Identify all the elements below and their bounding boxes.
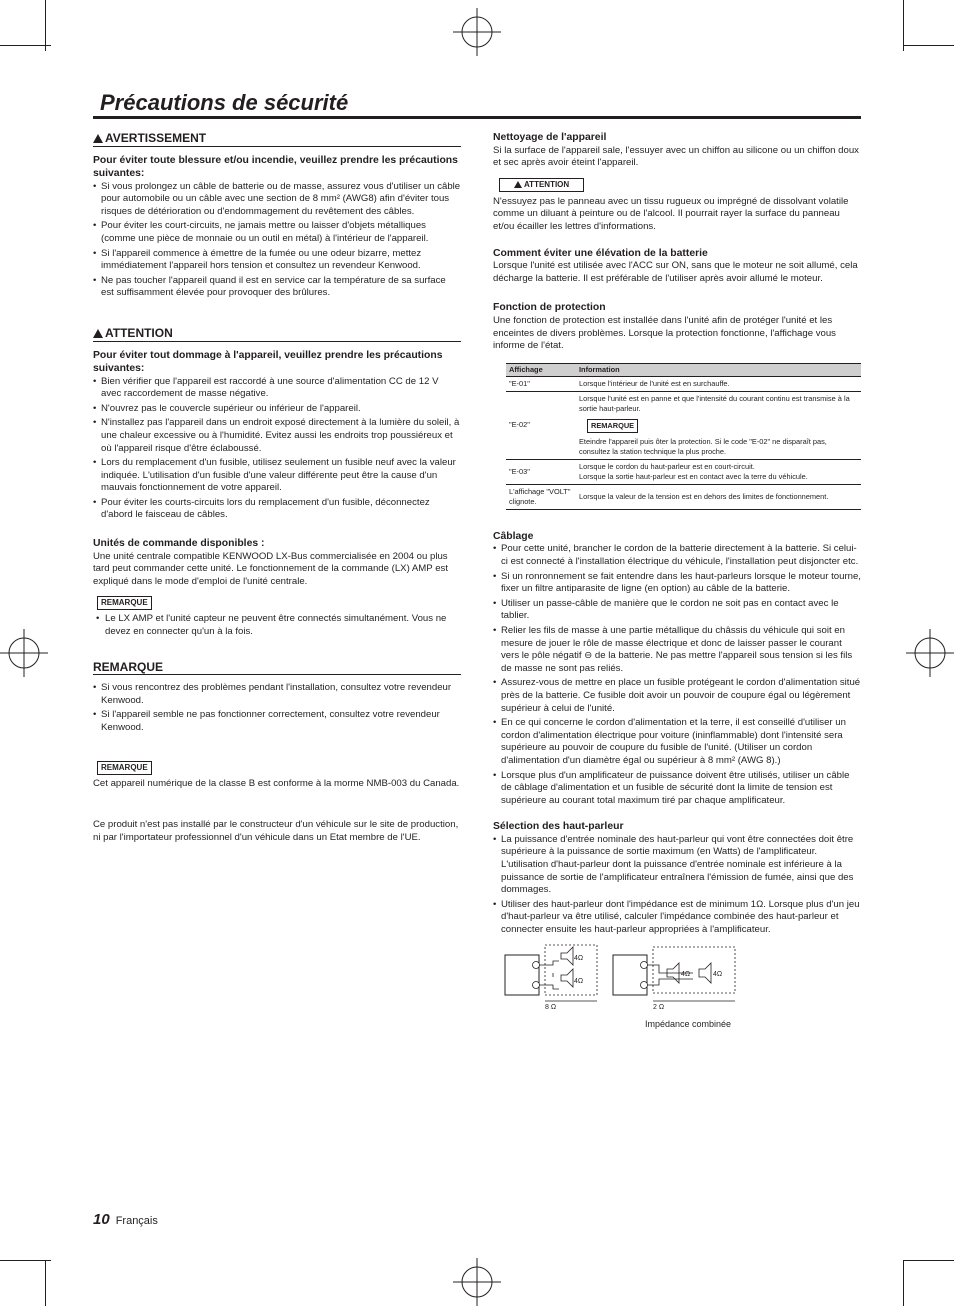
crop-mark — [903, 1260, 904, 1306]
list-item: • Ne pas toucher l'appareil quand il est en service car la température de sa surface est suffisamment élevée pour provoquer des brûlures. — [93, 275, 461, 300]
list-item: • Pour éviter les courts-circuits lors du remplacement d'un fusible, déconnectez d'abord le faisceau de câbles. — [93, 497, 461, 522]
protection-title: Fonction de protection — [493, 302, 606, 314]
table-header-row — [506, 363, 861, 376]
cabling-list — [493, 543, 861, 807]
impedance-diagram — [493, 943, 861, 1031]
units-title: Unités de commande disponibles : — [93, 538, 265, 550]
table-cell-text: Lorsque l'unité est en panne et que l'intensité du courant continu est transmise à la sortie haut-parleur. — [579, 393, 850, 413]
eu-text: Ce produit n'est pas installé par le constructeur d'un véhicule sur le site de production, ni par l'importateur professionnel d'un véhicule dans un Etat membre de l'UE. — [93, 819, 459, 843]
attention-tag-label: ATTENTION — [524, 179, 570, 189]
speaker-list — [493, 834, 861, 937]
list-item: • Lorsque plus d'un amplificateur de puissance doivent être utilisés, utiliser un câble de câblage d'alimentation et un fusible de sécurité dont la limite de tension est supérieure au courant total maximum tiré par chaque amplificateur. — [493, 770, 861, 808]
list-item: • Le LX AMP et l'unité capteur ne peuvent être connectés simultanément. Vous ne devez en connecter qu'un à la fois. — [93, 613, 461, 638]
list-item: • Pour éviter les court-circuits, ne jamais mettre ou laisser d'objets métalliques (comme une pièce de monnaie ou un outil en métal) à l'intérieur de l'appareil. — [93, 220, 461, 245]
remarque-tag: REMARQUE — [97, 596, 152, 610]
remarque-list — [93, 682, 461, 734]
attention-intro: Pour éviter tout dommage à l'appareil, veuillez prendre les précautions suivantes: — [93, 349, 443, 374]
cleaning-title: Nettoyage de l'appareil — [493, 132, 607, 143]
table-row — [506, 391, 861, 459]
list-item: • N'ouvrez pas le couvercle supérieur ou inférieur de l'appareil. — [93, 403, 461, 416]
table-row — [506, 484, 861, 509]
remarque-heading — [93, 661, 461, 676]
table-row — [506, 459, 861, 484]
list-item: • Assurez-vous de mettre en place un fusible protégeant le cordon d'alimentation situé près de la batterie. Ce fusible doit avoir un pouvoir de coupure égal ou légèrement supérieur à celui de l'unité. — [493, 677, 861, 715]
warning-title: AVERTISSEMENT — [105, 131, 207, 145]
list-item: • En ce qui concerne le cordon d'alimentation et la terre, il est conseillé d'utiliser un cordon d'alimentation électrique pour voiture (ininflammable) dont l'intensité sera supérieure au pouvoir de coupure du fusible de l'unité. (Utiliser un cordon d'alimentation d'un diamètre égal ou supérieur à 8 mm² (AWG 8).) — [493, 717, 861, 767]
table-cell: "E-02" — [506, 391, 576, 459]
remarque-title: REMARQUE — [93, 659, 164, 674]
diagram-label: 2 Ω — [653, 1003, 665, 1011]
page-title: Précautions de sécurité — [100, 90, 349, 115]
table-cell: Lorsque le cordon du haut-parleur est en court-circuit. Lorsque la sortie haut-parleur est en contact avec la terre du véhicule. — [576, 459, 861, 484]
crop-mark — [45, 0, 46, 51]
list-item: • Si l'appareil semble ne pas fonctionner correctement, consultez votre revendeur Kenwood. — [93, 709, 461, 734]
table-header: Information — [576, 363, 861, 376]
battery-text: Lorsque l'unité est utilisée avec l'ACC sur ON, sans que le moteur ne soit allumé, cela décharge la batterie. Il est préférable de l'utiliser après avoir allumé le moteur. — [493, 260, 858, 284]
crop-mark — [903, 1260, 954, 1261]
page-number: 10 — [93, 1211, 110, 1228]
diagram-label: 8 Ω — [545, 1003, 557, 1011]
warning-heading — [93, 132, 461, 147]
remarque-tag: REMARQUE — [587, 419, 638, 433]
list-item: • Lors du remplacement d'un fusible, utilisez seulement un fusible neuf avec la valeur indiquée. L'utilisation d'un fusible d'une valeur différente peut être la cause d'un mauvais fonctionnement de votre appareil. — [93, 457, 461, 495]
cleaning-text: Si la surface de l'appareil sale, l'essuyer avec un chiffon au silicone ou un chiffon doux et sec après avoir éteint l'appareil. — [493, 144, 859, 169]
warning-list — [93, 181, 461, 300]
registration-mark-icon — [0, 629, 48, 677]
table-cell — [576, 391, 861, 459]
canada-text: Cet appareil numérique de la classe B est conforme à la morme NMB-003 du Canada. — [93, 777, 460, 789]
registration-mark-icon — [906, 629, 954, 677]
list-item: • N'installez pas l'appareil dans un endroit exposé directement à la lumière du soleil, à une chaleur excessive ou à l'humidité. Evitez aussi les endroits trop poussiéreux et où l'appareil risque d'être éclaboussé. — [93, 417, 461, 455]
footer-language: Français — [115, 1215, 158, 1227]
title-rule — [93, 116, 861, 119]
table-cell: Lorsque la valeur de la tension est en dehors des limites de fonctionnement. — [576, 484, 861, 509]
list-item: • Si l'appareil commence à émettre de la fumée ou une odeur bizarre, mettez immédiatement l'appareil hors tension et consultez un revendeur Kenwood. — [93, 248, 461, 273]
table-header: Affichage — [506, 363, 576, 376]
page-footer — [93, 1211, 158, 1228]
warning-triangle-icon — [514, 181, 522, 188]
list-item: • Si vous rencontrez des problèmes pendant l'installation, consultez votre revendeur Kenwood. — [93, 682, 461, 707]
attention-title: ATTENTION — [105, 325, 173, 340]
registration-mark-icon — [453, 1258, 501, 1306]
table-row — [506, 376, 861, 391]
crop-mark — [903, 0, 904, 51]
crop-mark — [903, 45, 954, 46]
diagram-caption: Impédance combinée — [645, 1018, 732, 1029]
crop-mark — [0, 45, 51, 46]
crop-mark — [0, 1260, 51, 1261]
table-cell-note: Eteindre l'appareil puis ôter la protection. Si le code "E-02" ne disparaît pas, consultez la station technique la plus proche. — [579, 436, 827, 456]
warning-intro: Pour éviter toute blessure et/ou incendie, veuillez prendre les précautions suivantes: — [93, 154, 458, 179]
list-item: • Si un ronronnement se fait entendre dans les haut-parleurs lorsque le moteur tourne, fixer un filtre antiparasite de ligne (en option) au câble de la batterie. — [493, 571, 861, 596]
list-item: • Bien vérifier que l'appareil est raccordé à une source d'alimentation CC de 12 V avec raccordement de masse négative. — [93, 376, 461, 401]
speaker-title: Sélection des haut-parleur — [493, 821, 624, 833]
attention-heading — [93, 327, 461, 342]
warning-triangle-icon — [93, 134, 103, 143]
diagram-label: 4Ω — [713, 970, 723, 978]
table-cell: "E-01" — [506, 376, 576, 391]
protection-table — [506, 363, 861, 510]
table-cell: Lorsque l'intérieur de l'unité est en surchauffe. — [576, 376, 861, 391]
registration-mark-icon — [453, 8, 501, 56]
units-text: Une unité centrale compatible KENWOOD LX-Bus commercialisée en 2004 ou plus tard peut commander cette unité. Le fonctionnement de la commande (LX) AMP est expliqué dans le mode d'emploi de l'unité centrale. — [93, 550, 448, 587]
list-item: • Pour cette unité, brancher le cordon de la batterie directement à la batterie. Si celui-ci est connecté à l'installation électrique du véhicule, l'installation peut disjoncter etc. — [493, 543, 861, 568]
crop-mark — [45, 1260, 46, 1306]
left-column — [93, 132, 461, 844]
warning-triangle-icon — [93, 329, 103, 338]
list-item: • Si vous prolongez un câble de batterie ou de masse, assurez vous d'utiliser un câble pour automobile ou un câble avec une section de 8 mm² (AWG8) afin d'éviter tous risques de détérioration ou d'endommagement du revêtement des câbles. — [93, 181, 461, 219]
list-item: • Relier les fils de masse à une partie métallique du châssis du véhicule qui soit en mesure de jouer le rôle de masse électrique et donc de laisser passer le courant vers le pôle négatif ⊖ de la batterie. Ne pas mettre l'appareil sous tension si les fils de masse ne sont pas reliés. — [493, 625, 861, 675]
remarque-tag: REMARQUE — [97, 761, 152, 775]
list-item: • Utiliser un passe-câble de manière que le cordon ne soit pas en contact avec le tablier. — [493, 598, 861, 623]
units-note-list — [93, 613, 461, 638]
list-item: • Utiliser des haut-parleur dont l'impédance est de minimum 1Ω. Lorsque plus d'un jeu d'haut-parleur va être utilisé, calculer l'impédance combinée des haut-parleur et connecter ensuite les haut-parleur appropriées à l'amplificateur. — [493, 899, 861, 937]
table-cell: "E-03" — [506, 459, 576, 484]
attention-list — [93, 376, 461, 523]
list-item: • La puissance d'entrée nominale des haut-parleur qui vont être connectées doit être supérieure à la puissance de sortie maximum (en Watts) de l'amplificateur. L'utilisation d'haut-parleur dont la puissance d'entrée nominale est inférieure à la puissance de sortie de l'amplificateur entraînera l'émission de fumée, ainsi que des dommages. — [493, 834, 861, 897]
table-cell: L'affichage "VOLT" clignote. — [506, 484, 576, 509]
diagram-label: 4Ω — [681, 970, 691, 978]
cleaning-warning: N'essuyez pas le panneau avec un tissu rugueux ou imprégné de dissolvant volatile comme un diluant à peinture ou de l'alcool. Il pourrait rayer la surface du panneau et/ou écailler les lettres d'informations. — [493, 195, 849, 233]
cabling-title: Câblage — [493, 530, 534, 542]
diagram-label: 4Ω — [574, 954, 584, 962]
diagram-label: 4Ω — [574, 977, 584, 985]
right-column — [493, 132, 861, 1031]
attention-tag — [499, 178, 584, 192]
protection-text: Une fonction de protection est installée dans l'unité afin de protéger l'unité et les enceintes de divers problèmes. Lorsque la protection fonctionne, l'affichage vous informe de l'état. — [493, 315, 836, 352]
battery-title: Comment éviter une élévation de la batterie — [493, 247, 708, 259]
